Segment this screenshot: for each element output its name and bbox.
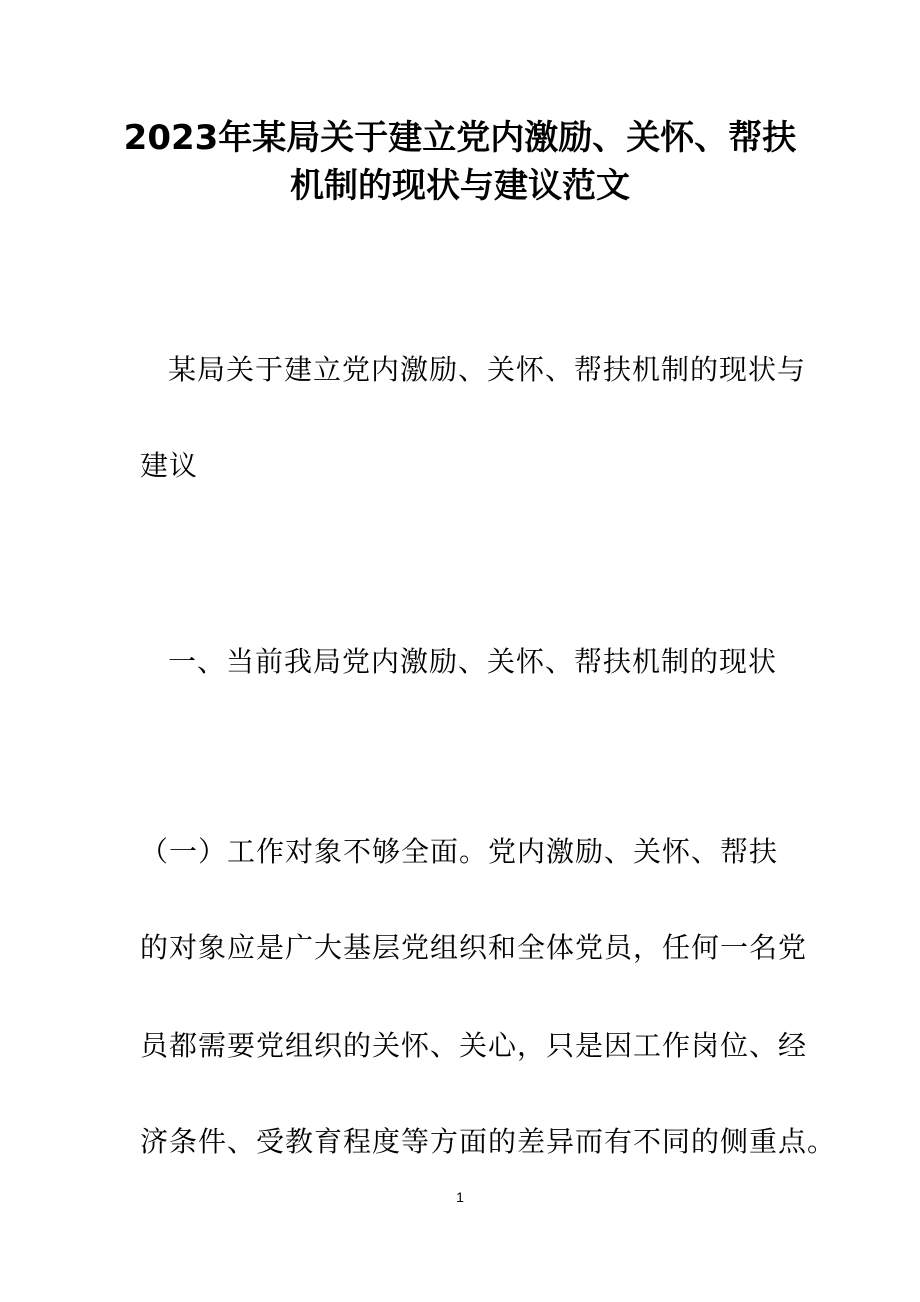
paragraph-line: 的对象应是广大基层党组织和全体党员，任何一名党: [140, 931, 808, 964]
document-title-line-1: 2023年某局关于建立党内激励、关怀、帮扶: [123, 118, 797, 158]
subtitle-line-2: 建议: [140, 449, 199, 482]
paragraph-line: 员都需要党组织的关怀、关心，只是因工作岗位、经: [140, 1029, 808, 1062]
document-title-line-2: 机制的现状与建议范文: [290, 166, 630, 206]
section-heading: 一、当前我局党内激励、关怀、帮扶机制的现状: [168, 645, 778, 678]
paragraph-line: 济条件、受教育程度等方面的差异而有不同的侧重点。: [140, 1125, 837, 1158]
subtitle-line-1: 某局关于建立党内激励、关怀、帮扶机制的现状与: [168, 353, 807, 386]
page-number: 1: [456, 1189, 464, 1205]
paragraph-line: （一）工作对象不够全面。党内激励、关怀、帮扶: [140, 835, 779, 868]
